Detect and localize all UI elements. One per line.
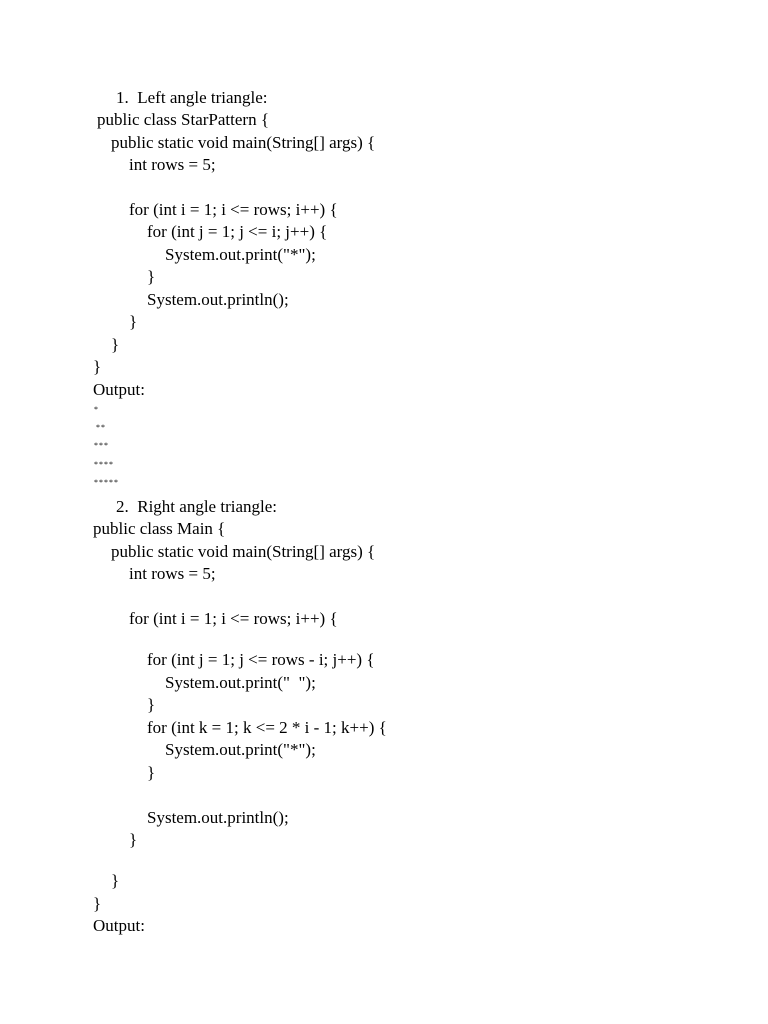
code-line: public static void main(String[] args) { (111, 542, 376, 561)
code-line: } (93, 357, 102, 376)
code-line: for (int j = 1; j <= i; j++) { (147, 222, 328, 241)
code-line: public class Main { (93, 519, 226, 538)
code-line: int rows = 5; (129, 155, 216, 174)
code-line: } (111, 335, 120, 354)
code-line: } (129, 312, 138, 331)
code-line: for (int k = 1; k <= 2 * i - 1; k++) { (147, 718, 387, 737)
output-line: ***** (94, 478, 119, 487)
code-line: System.out.println(); (147, 290, 289, 309)
output-line: * (94, 405, 99, 414)
code-line: } (147, 267, 156, 286)
code-line: for (int j = 1; j <= rows - i; j++) { (147, 650, 375, 669)
output-line: ** (96, 423, 106, 432)
output-label: Output: (93, 916, 145, 935)
output-label: Output: (93, 380, 145, 399)
code-line: } (111, 871, 120, 890)
code-line: for (int i = 1; i <= rows; i++) { (129, 200, 338, 219)
code-line: int rows = 5; (129, 564, 216, 583)
code-line: public class StarPattern { (97, 110, 269, 129)
code-line: } (147, 763, 156, 782)
code-line: System.out.print("*"); (165, 740, 316, 759)
code-line: for (int i = 1; i <= rows; i++) { (129, 609, 338, 628)
code-line: } (93, 894, 102, 913)
code-line: public static void main(String[] args) { (111, 133, 376, 152)
code-line: System.out.print(" "); (165, 673, 316, 692)
code-line: System.out.println(); (147, 808, 289, 827)
section-heading: 2. Right angle triangle: (116, 497, 277, 516)
code-line: System.out.print("*"); (165, 245, 316, 264)
output-line: *** (94, 441, 109, 450)
code-line: } (129, 830, 138, 849)
code-line: } (147, 695, 156, 714)
section-heading: 1. Left angle triangle: (116, 88, 268, 107)
output-line: **** (94, 460, 114, 469)
